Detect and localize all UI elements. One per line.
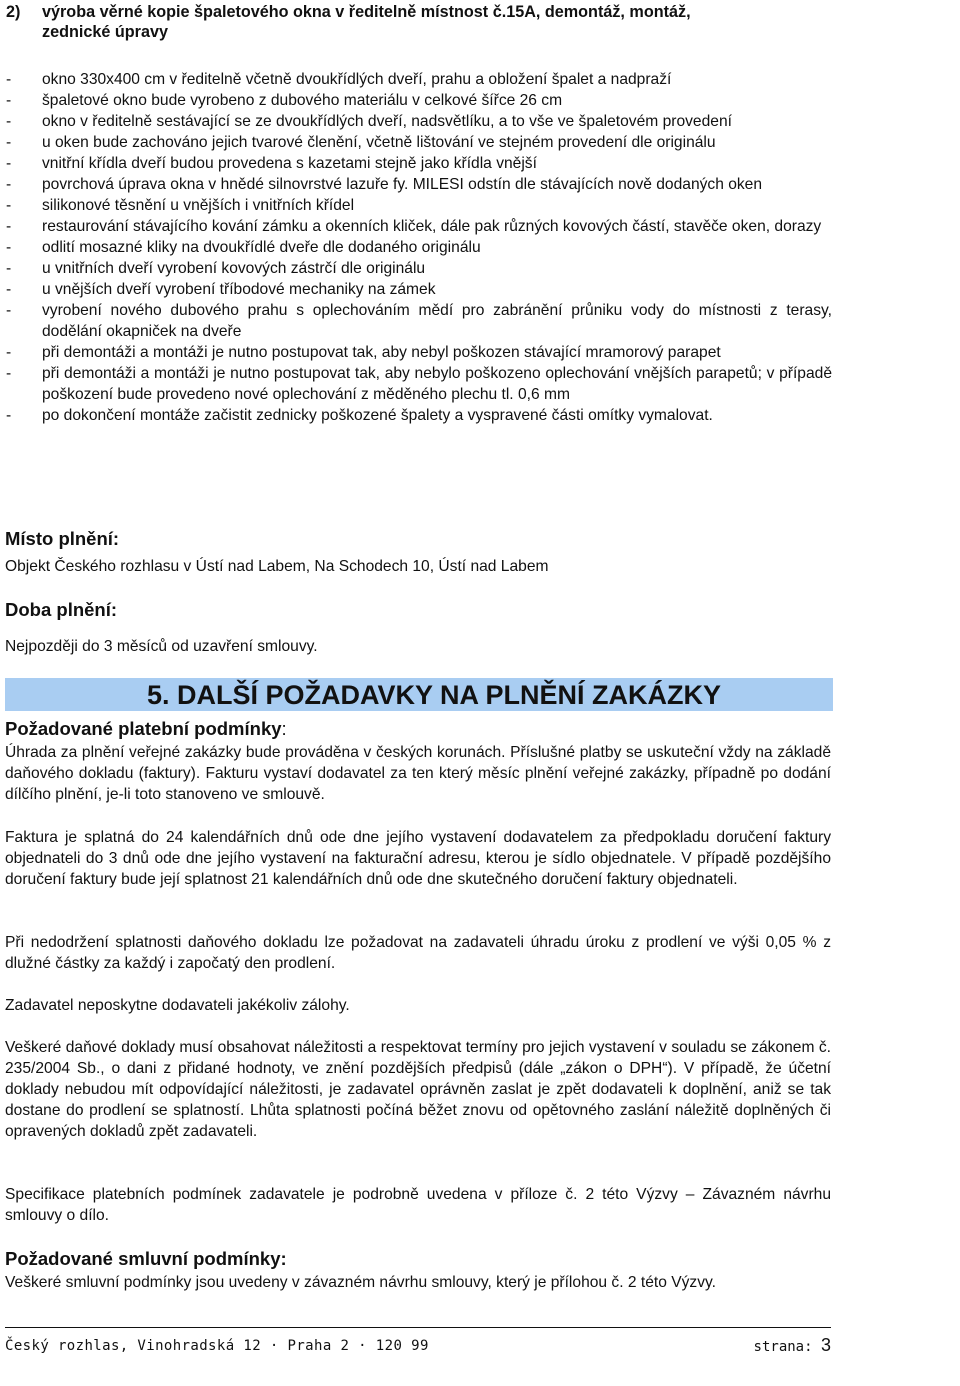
- specification-list: [6, 69, 832, 426]
- item-title-line1: výroba věrné kopie špaletového okna v ředitelně místnost č.15A, demontáž, montáž,: [42, 3, 691, 21]
- list-item: - vnitřní křídla dveří budou provedena s kazetami stejně jako křídla vnější: [6, 155, 537, 172]
- item-title-line2: zednické úpravy: [42, 23, 168, 41]
- platebni-podminky-heading: Požadované platební podmínky:: [5, 718, 287, 739]
- footer-divider: [5, 1327, 831, 1328]
- list-item: - okno v ředitelně sestávající se ze dvoukřídlých dveří, nadsvětlíku, a to vše ve špaletovém provedení: [6, 113, 732, 130]
- paragraph: Při nedodržení splatnosti daňového dokladu lze požadovat na zadavateli úhradu úroku z prodlení ve výši 0,05 % z dlužné částky za každý i započatý den prodlení.: [5, 934, 831, 972]
- list-item: - silikonové těsnění u vnějších i vnitřních křídel: [6, 197, 355, 214]
- section-banner: [5, 678, 833, 711]
- doba-plneni-heading: Doba plnění:: [5, 599, 118, 620]
- paragraph: Faktura je splatná do 24 kalendářních dnů ode dne jejího vystavení dodavatelem za předpokladu doručení faktury objednateli do 3 dnů ode dne jejího vystavení na fakturační adresu, kterou je sídlo objednatele. V případě pozdějšího doručení faktury bude její splatnost 21 kalendářních dnů ode dne skutečného doručení faktury objednateli.: [5, 829, 831, 888]
- misto-plneni-text: Objekt Českého rozhlasu v Ústí nad Labem, Na Schodech 10, Ústí nad Labem: [5, 558, 549, 575]
- list-item: - restaurování stávajícího kování zámku a okenních kliček, dále pak různých kovových částí, stavěče oken, dorazy: [6, 218, 822, 235]
- paragraph: Zadavatel neposkytne dodavateli jakékoliv zálohy.: [5, 997, 350, 1014]
- list-item: - u oken bude zachováno jejich tvarové členění, včetně lištování ve stejném provedení dle originálu: [6, 134, 716, 151]
- smluvni-podminky-heading: Požadované smluvní podmínky:: [5, 1248, 287, 1269]
- page-number: strana: 3: [753, 1335, 831, 1355]
- paragraph: Veškeré smluvní podmínky jsou uvedeny v závazném návrhu smlouvy, který je přílohou č. 2 této Výzvy.: [5, 1274, 716, 1291]
- list-item: - při demontáži a montáži je nutno postupovat tak, aby nebylo poškozeno oplechování vnějších parapetů; v případě poškození bude provedeno nové oplechování z měděného plechu tl. 0,6 mm: [6, 365, 832, 403]
- item-heading: [6, 2, 856, 42]
- misto-plneni-heading: Místo plnění:: [5, 528, 120, 549]
- list-item: - u vnějších dveří vyrobení tříbodové mechaniky na zámek: [6, 281, 436, 298]
- paragraph: Veškeré daňové doklady musí obsahovat náležitosti a respektovat termíny pro jejich vystavení v souladu se zákonem č. 235/2004 Sb., o dani z přidané hodnoty, ve znění pozdějších předpisů (dále „zákon o DPH“). V případě, že účetní doklady nebudou mít odpovídající náležitosti, je zadavatel oprávněn zaslat je zpět dodavateli k doplnění, aniž se tak dostane do prodlení se splatností. Lhůta splatnosti počíná běžet znovu od opětovného zaslání náležitě doplněných či opravených dokladů zpět zadavateli.: [5, 1039, 831, 1140]
- paragraph: Úhrada za plnění veřejné zakázky bude prováděna v českých korunách. Příslušné platby se uskuteční vždy na základě daňového dokladu (faktury). Fakturu vystaví dodavatel za ten který měsíc plnění veřejné zakázky, případně po dodání dílčího plnění, je-li toto stanoveno ve smlouvě.: [5, 744, 831, 803]
- doba-plneni-text: Nejpozději do 3 měsíců od uzavření smlouvy.: [5, 638, 318, 655]
- list-item: - při demontáži a montáži je nutno postupovat tak, aby nebyl poškozen stávající mramorový parapet: [6, 344, 721, 361]
- list-item: - po dokončení montáže začistit zednicky poškozené špalety a vyspravené části omítky vymalovat.: [6, 407, 713, 424]
- item-number: 2): [6, 3, 21, 21]
- list-item: - špaletové okno bude vyrobeno z dubového materiálu v celkové šířce 26 cm: [6, 92, 563, 109]
- list-item: - odlití mosazné kliky na dvoukřídlé dveře dle dodaného originálu: [6, 239, 481, 256]
- footer-address: Český rozhlas, Vinohradská 12 · Praha 2 · 120 99: [5, 1338, 429, 1354]
- list-item: - u vnitřních dveří vyrobení kovových zástrčí dle originálu: [6, 260, 426, 277]
- list-item: - vyrobení nového dubového prahu s oplechováním mědí pro zabránění průniku vody do místnosti z terasy, dodělání okapniček na dveře: [6, 302, 832, 340]
- section-title: 5. DALŠÍ POŽADAVKY NA PLNĚNÍ ZAKÁZKY: [146, 680, 722, 710]
- list-item: - okno 330x400 cm v ředitelně včetně dvoukřídlých dveří, prahu a obložení špalet a nadpraží: [6, 71, 672, 88]
- list-item: - povrchová úprava okna v hnědé silnovrstvé lazuře fy. MILESI odstín dle stávajících nově dodaných oken: [6, 176, 763, 193]
- paragraph: Specifikace platebních podmínek zadavatele je podrobně uvedena v příloze č. 2 této Výzvy – Závazném návrhu smlouvy o dílo.: [5, 1186, 831, 1224]
